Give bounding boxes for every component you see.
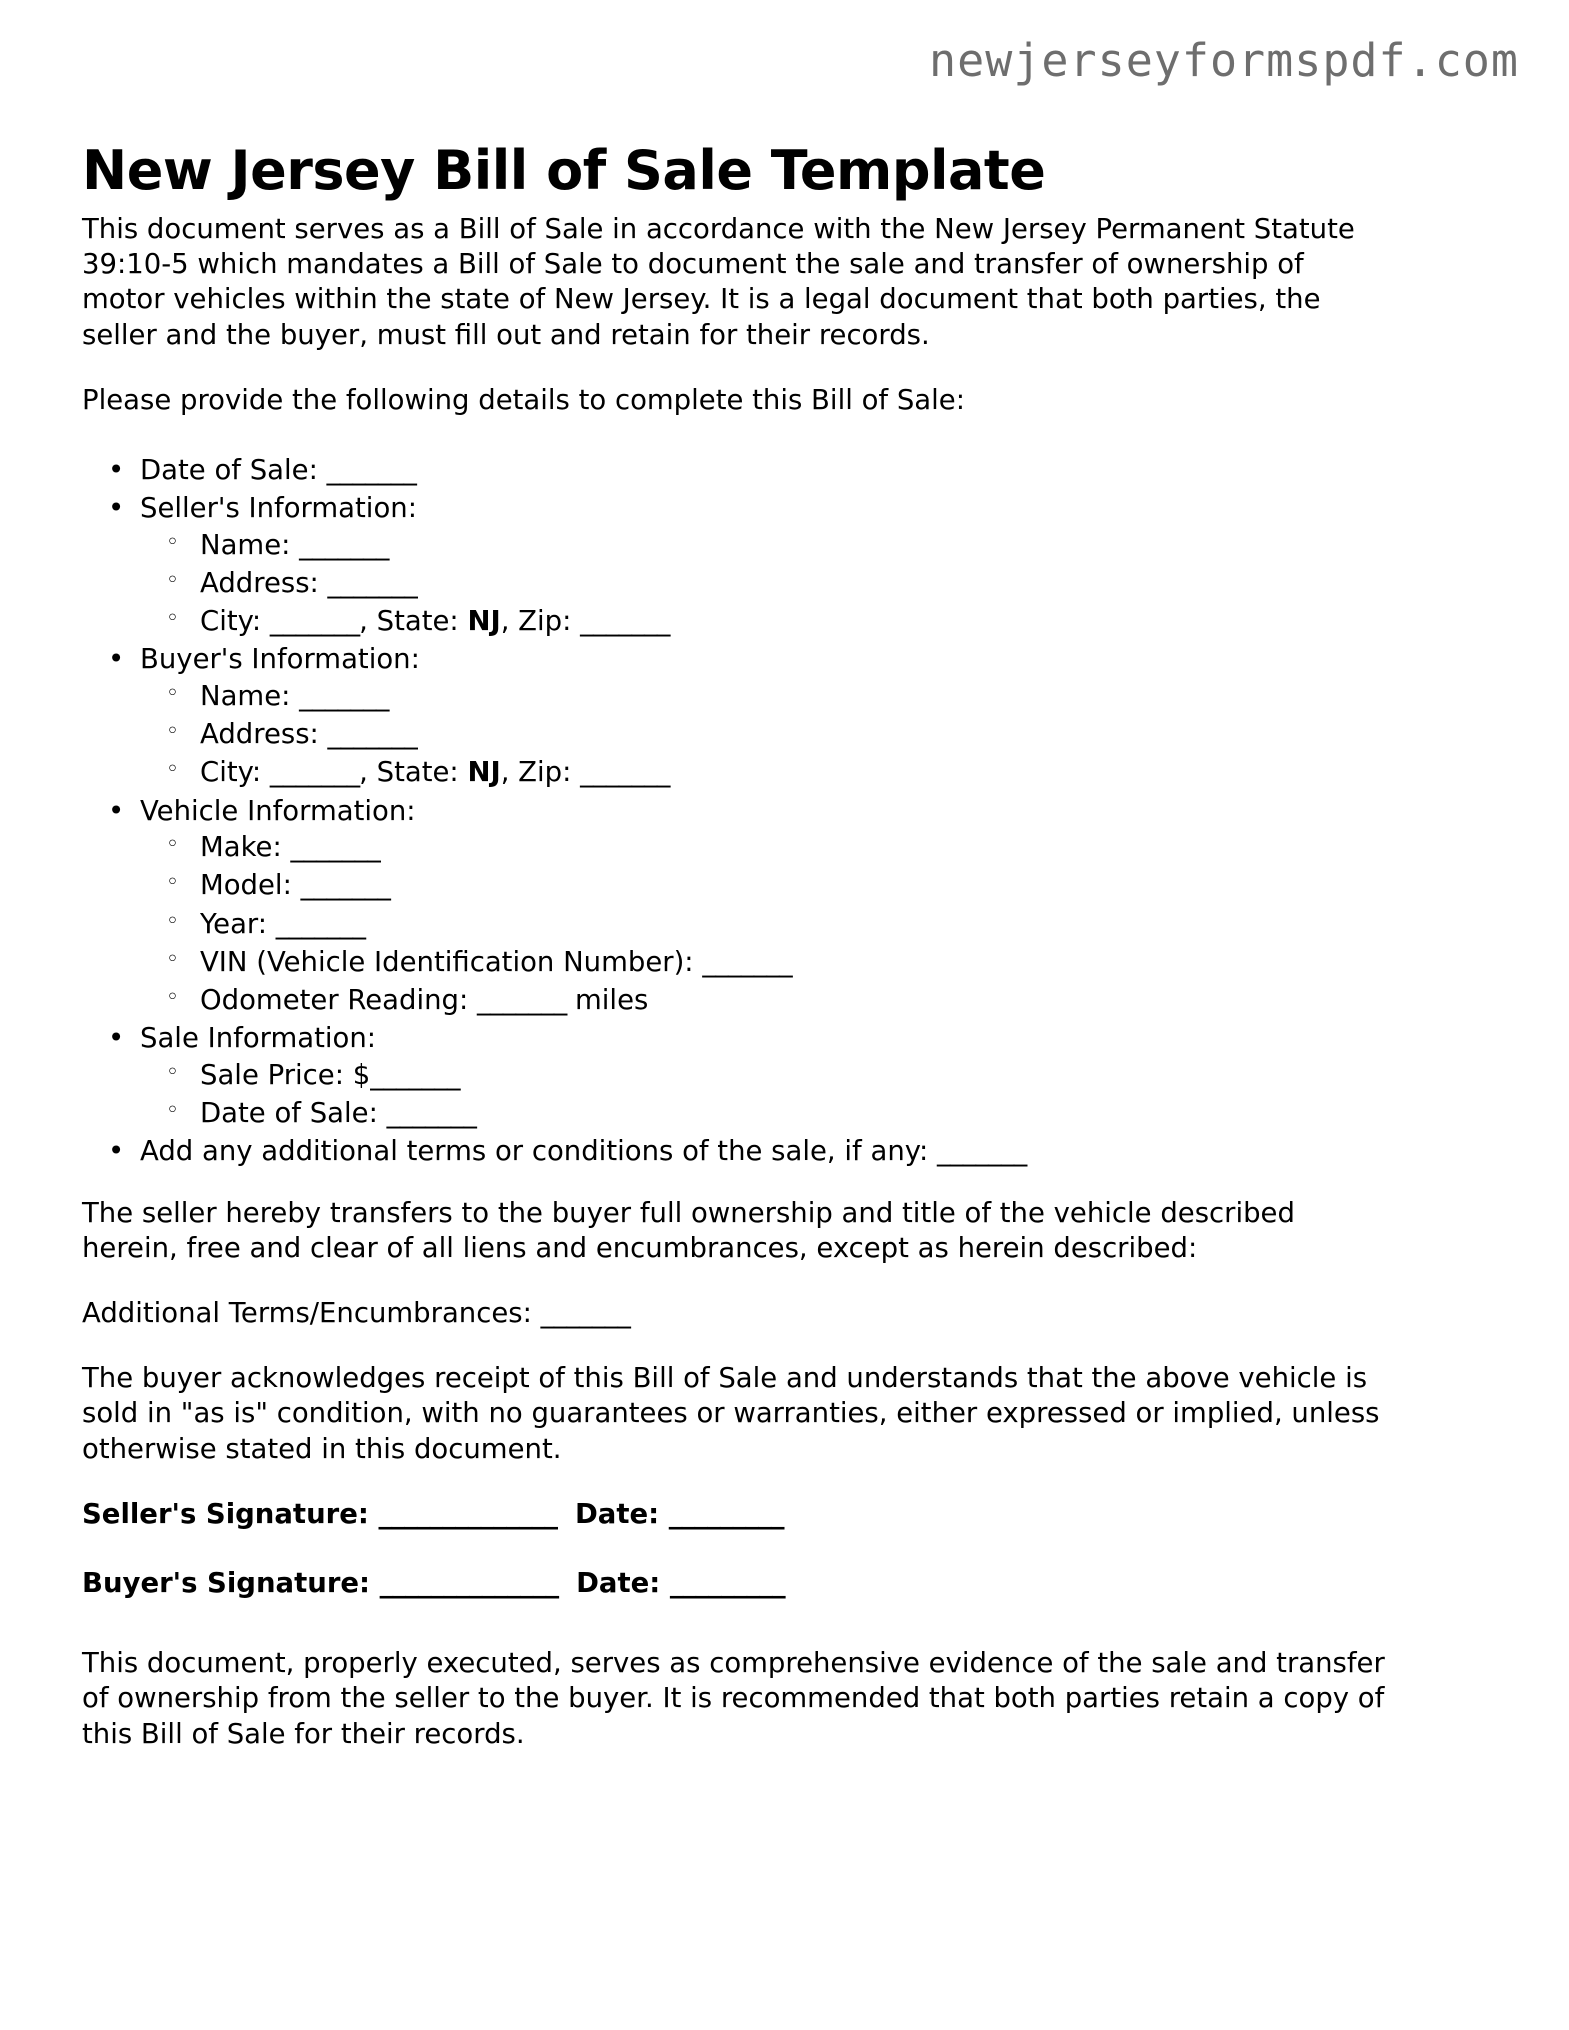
buyer-city-blank[interactable]: _______ — [269, 756, 360, 789]
odometer-label: Odometer Reading: — [200, 984, 478, 1017]
list-item-buyer-address — [140, 716, 1472, 752]
list-item-vehicle-vin — [140, 944, 1472, 980]
seller-name-blank[interactable]: _______ — [299, 528, 389, 561]
list-item-seller-name — [140, 527, 1472, 563]
buyer-sublist — [140, 678, 1472, 791]
buyer-address-label: Address: — [200, 718, 328, 751]
buyer-signature-line — [82, 1566, 1472, 1602]
circle-bullet-icon: ◦ — [166, 719, 179, 745]
buyer-date-label: Date: — [576, 1567, 670, 1600]
acknowledgement-paragraph: The buyer acknowledges receipt of this Bill of Sale and understands that the above vehicle is sold in "as is" condition, with no guarantees or warranties, either expressed or implied, unless otherwise stated in this document. — [82, 1362, 1380, 1465]
list-item-vehicle-make — [140, 829, 1472, 865]
seller-signature-label: Seller's Signature: — [82, 1497, 379, 1530]
instruction-line: Please provide the following details to complete this Bill of Sale: — [82, 383, 965, 416]
disc-bullet-icon: • — [108, 1135, 125, 1168]
closing-paragraph: This document, properly executed, serves as comprehensive evidence of the sale and transfer of ownership from the seller to the buyer. It is recommended that both parties retain a copy of this Bill of Sale for their records. — [82, 1647, 1385, 1750]
buyer-state-value: NJ — [467, 756, 501, 789]
list-item-vehicle-year — [140, 906, 1472, 942]
seller-sublist — [140, 527, 1472, 640]
sale-date-blank[interactable]: _______ — [386, 1096, 476, 1129]
buyer-zip-label: , Zip: — [500, 756, 581, 789]
sale-date-label: Date of Sale: — [200, 1096, 387, 1129]
year-label: Year: — [200, 907, 276, 940]
sale-price-blank[interactable]: _______ — [370, 1058, 460, 1091]
make-blank[interactable]: _______ — [290, 830, 380, 863]
buyer-city-label: City: — [200, 756, 270, 789]
sale-information-label: Sale Information: — [140, 1022, 377, 1055]
list-item-vehicle-information — [82, 793, 1472, 1019]
list-item-buyer-name — [140, 678, 1472, 714]
seller-date-label: Date: — [574, 1497, 669, 1530]
buyer-signature-label: Buyer's Signature: — [82, 1567, 380, 1600]
seller-address-label: Address: — [200, 566, 328, 599]
seller-signature-blank[interactable]: ______________ — [378, 1497, 557, 1530]
list-item-seller-city-state-zip — [140, 603, 1472, 639]
circle-bullet-icon: ◦ — [166, 870, 179, 896]
model-label: Model: — [200, 869, 301, 902]
additional-terms-line-label: Additional Terms/Encumbrances: — [82, 1296, 541, 1329]
seller-city-label: City: — [200, 605, 270, 638]
additional-terms-blank[interactable]: _______ — [937, 1135, 1027, 1168]
disc-bullet-icon: • — [108, 643, 125, 676]
buyer-zip-blank[interactable]: _______ — [580, 756, 670, 789]
circle-bullet-icon: ◦ — [166, 985, 179, 1011]
circle-bullet-icon: ◦ — [166, 606, 179, 632]
additional-terms-line-blank[interactable]: _______ — [540, 1296, 630, 1329]
model-blank[interactable]: _______ — [300, 869, 390, 902]
sale-price-label: Sale Price: $ — [200, 1058, 371, 1091]
buyer-signature-blank[interactable]: ______________ — [379, 1567, 559, 1600]
buyer-name-label: Name: — [200, 679, 300, 712]
buyer-information-label: Buyer's Information: — [140, 643, 420, 676]
vehicle-information-label: Vehicle Information: — [140, 794, 416, 827]
list-item-date-of-sale — [82, 452, 1472, 488]
site-watermark: newjerseyformspdf.com — [929, 34, 1519, 87]
list-item-sale-information — [82, 1020, 1472, 1131]
seller-information-label: Seller's Information: — [140, 492, 417, 525]
date-of-sale-blank[interactable]: _______ — [326, 453, 416, 486]
circle-bullet-icon: ◦ — [166, 831, 179, 857]
buyer-name-blank[interactable]: _______ — [299, 679, 389, 712]
intro-paragraph: This document serves as a Bill of Sale in accordance with the New Jersey Permanent Statute 39:10-5 which mandates a Bill of Sale to document the sale and transfer of ownership of motor vehicles within the state of New Jersey. It is a legal document that both parties, the seller and the buyer, must fill out and retain for their records. — [82, 213, 1355, 351]
odometer-blank[interactable]: _______ — [477, 984, 567, 1017]
transfer-paragraph: The seller hereby transfers to the buyer full ownership and title of the vehicle described herein, free and clear of all liens and encumbrances, except as herein described: — [82, 1196, 1295, 1264]
seller-city-blank[interactable]: _______ — [269, 605, 360, 638]
buyer-date-blank[interactable]: _________ — [669, 1567, 785, 1600]
seller-state-value: NJ — [467, 605, 501, 638]
document-body — [82, 212, 1472, 1782]
details-list — [82, 452, 1472, 1170]
seller-address-blank[interactable]: _______ — [327, 566, 417, 599]
circle-bullet-icon: ◦ — [166, 757, 179, 783]
seller-state-label: , State: — [359, 605, 468, 638]
additional-terms-line — [82, 1296, 1392, 1331]
list-item-sale-price — [140, 1057, 1472, 1093]
additional-terms-label: Add any additional terms or conditions of the sale, if any: — [140, 1135, 938, 1168]
circle-bullet-icon: ◦ — [166, 908, 179, 934]
odometer-unit: miles — [566, 984, 649, 1017]
seller-name-label: Name: — [200, 528, 300, 561]
circle-bullet-icon: ◦ — [166, 680, 179, 706]
date-of-sale-label: Date of Sale: — [140, 453, 327, 486]
list-item-vehicle-model — [140, 867, 1472, 903]
disc-bullet-icon: • — [108, 1022, 125, 1055]
year-blank[interactable]: _______ — [275, 907, 365, 940]
list-item-seller-information — [82, 490, 1472, 639]
circle-bullet-icon: ◦ — [166, 529, 179, 555]
list-item-buyer-city-state-zip — [140, 754, 1472, 790]
disc-bullet-icon: • — [108, 453, 125, 486]
disc-bullet-icon: • — [108, 794, 125, 827]
list-item-additional-terms — [82, 1133, 1472, 1169]
vehicle-sublist — [140, 829, 1472, 1018]
seller-signature-line — [82, 1497, 1472, 1533]
list-item-buyer-information — [82, 641, 1472, 790]
seller-zip-label: , Zip: — [500, 605, 581, 638]
buyer-state-label: , State: — [359, 756, 468, 789]
disc-bullet-icon: • — [108, 492, 125, 525]
vin-blank[interactable]: _______ — [702, 945, 792, 978]
buyer-address-blank[interactable]: _______ — [327, 718, 417, 751]
list-item-vehicle-odometer — [140, 982, 1472, 1018]
list-item-sale-date — [140, 1095, 1472, 1131]
circle-bullet-icon: ◦ — [166, 567, 179, 593]
seller-date-blank[interactable]: _________ — [668, 1497, 784, 1530]
page-title: New Jersey Bill of Sale Template — [82, 139, 1046, 203]
circle-bullet-icon: ◦ — [166, 1097, 179, 1123]
circle-bullet-icon: ◦ — [166, 946, 179, 972]
seller-zip-blank[interactable]: _______ — [580, 605, 670, 638]
sale-sublist — [140, 1057, 1472, 1132]
list-item-seller-address — [140, 565, 1472, 601]
make-label: Make: — [200, 830, 291, 863]
vin-label: VIN (Vehicle Identification Number): — [200, 945, 703, 978]
circle-bullet-icon: ◦ — [166, 1059, 179, 1085]
